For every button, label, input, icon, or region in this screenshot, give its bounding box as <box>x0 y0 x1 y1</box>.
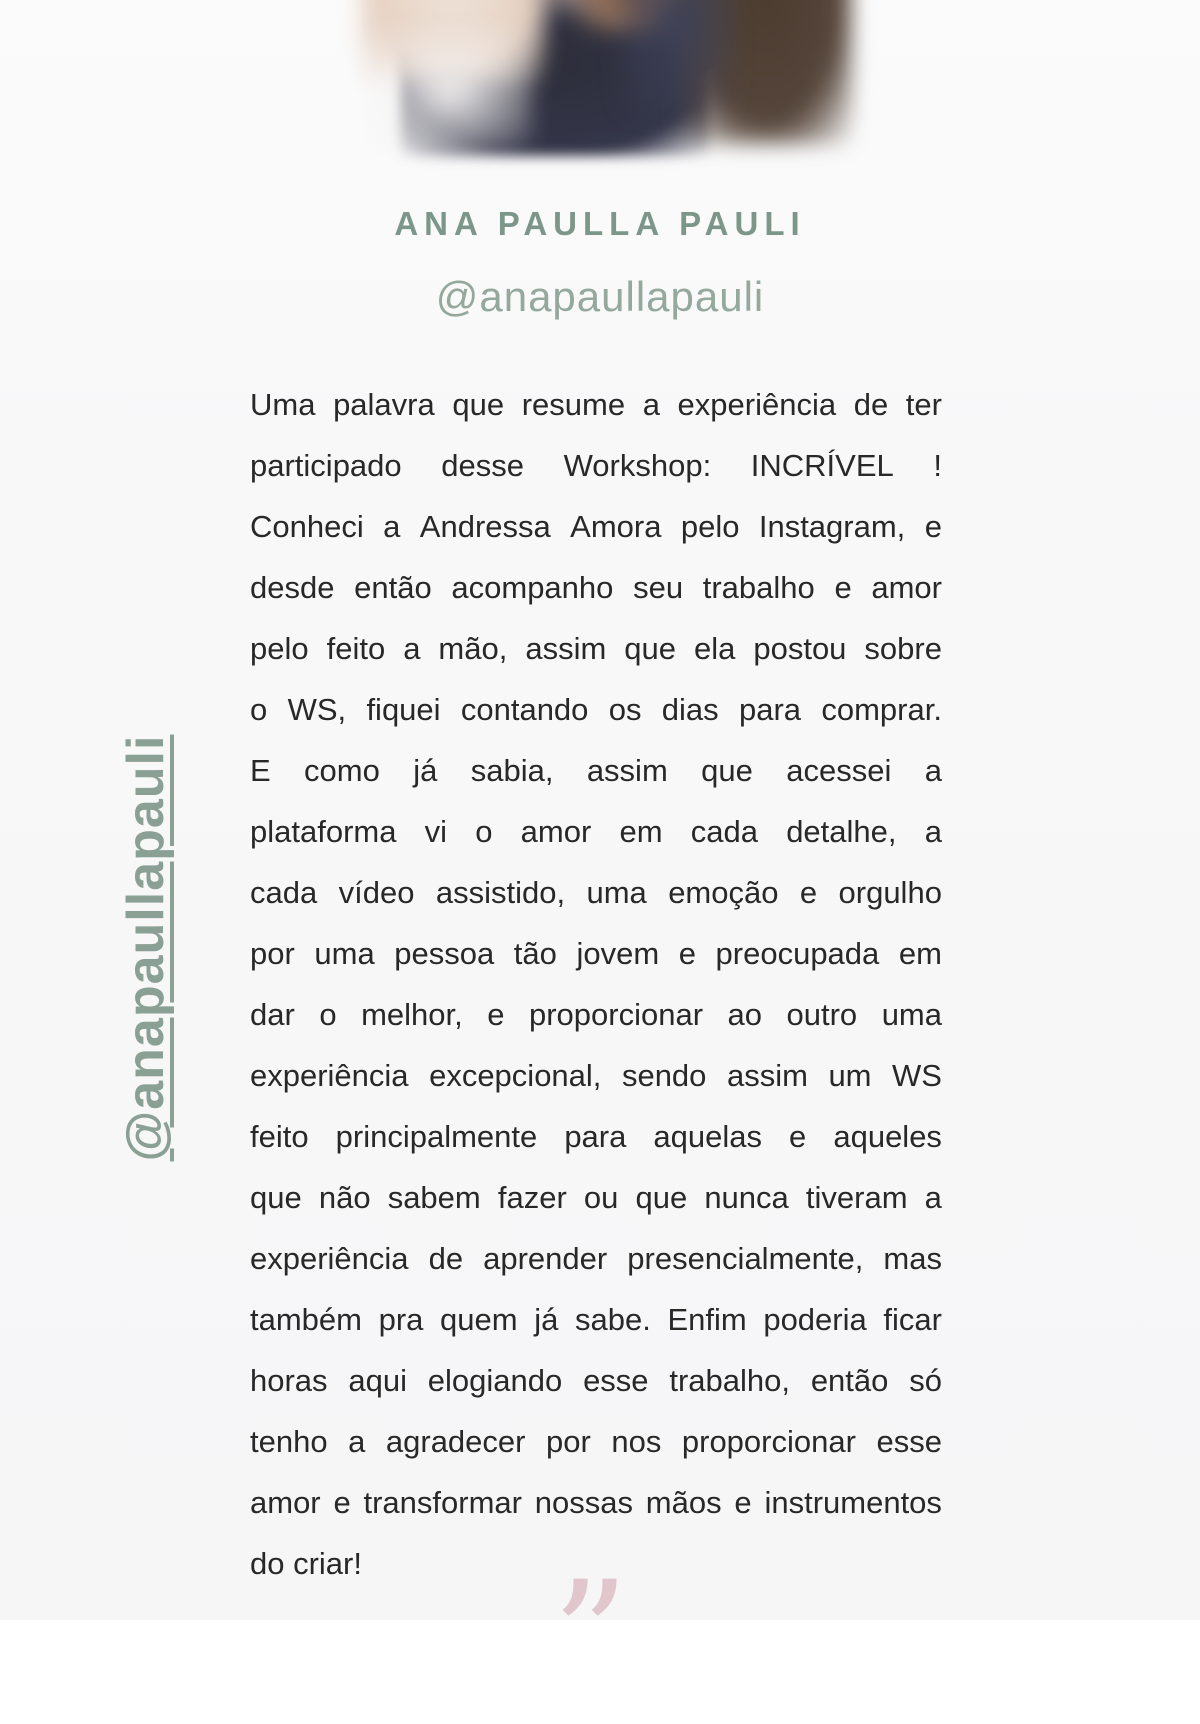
avatar-photo-region <box>619 0 734 115</box>
text-line: amor e transformar nossas mãos e instrumentos <box>250 1485 942 1520</box>
profile-handle: @anapaullapauli <box>435 273 765 320</box>
text-line: desde então acompanho seu trabalho e amor <box>250 570 942 605</box>
text-line: também pra quem já sabe. Enfim poderia ficar <box>250 1302 942 1337</box>
avatar-photo-region <box>368 29 532 152</box>
profile-name: ANA PAULLA PAULI <box>394 205 806 242</box>
text-line: E como já sabia, assim que acessei a <box>250 753 942 788</box>
text-line: experiência excepcional, sendo assim um WS <box>250 1058 942 1093</box>
text-line: horas aqui elogiando esse trabalho, então só <box>250 1363 942 1398</box>
text-line: dar o melhor, e proporcionar ao outro uma <box>250 997 942 1032</box>
text-line: pelo feito a mão, assim que ela postou sobre <box>250 631 942 666</box>
text-line: participado desse Workshop: INCRÍVEL ! <box>250 448 942 483</box>
text-line: por uma pessoa tão jovem e preocupada em <box>250 936 942 971</box>
text-line: Uma palavra que resume a experiência de ter <box>250 387 942 422</box>
text-line: Conheci a Andressa Amora pelo Instagram, e <box>250 509 942 544</box>
text-line: feito principalmente para aquelas e aqueles <box>250 1119 942 1154</box>
text-line: tenho a agradecer por nos proporcionar esse <box>250 1424 942 1459</box>
text-line: do criar! <box>250 1546 362 1581</box>
text-line: cada vídeo assistido, uma emoção e orgulho <box>250 875 942 910</box>
text-line: que não sabem fazer ou que nunca tiveram a <box>250 1180 942 1215</box>
text-line: plataforma vi o amor em cada detalhe, a <box>250 814 942 849</box>
quote-icon: ” <box>552 1550 629 1724</box>
vertical-handle-watermark: @anapaullapauli <box>117 734 175 1162</box>
avatar <box>393 0 803 103</box>
text-line: experiência de aprender presencialmente, mas <box>250 1241 942 1276</box>
text-line: o WS, fiquei contando os dias para comprar. <box>250 692 942 727</box>
testimonial-text <box>250 374 942 1594</box>
